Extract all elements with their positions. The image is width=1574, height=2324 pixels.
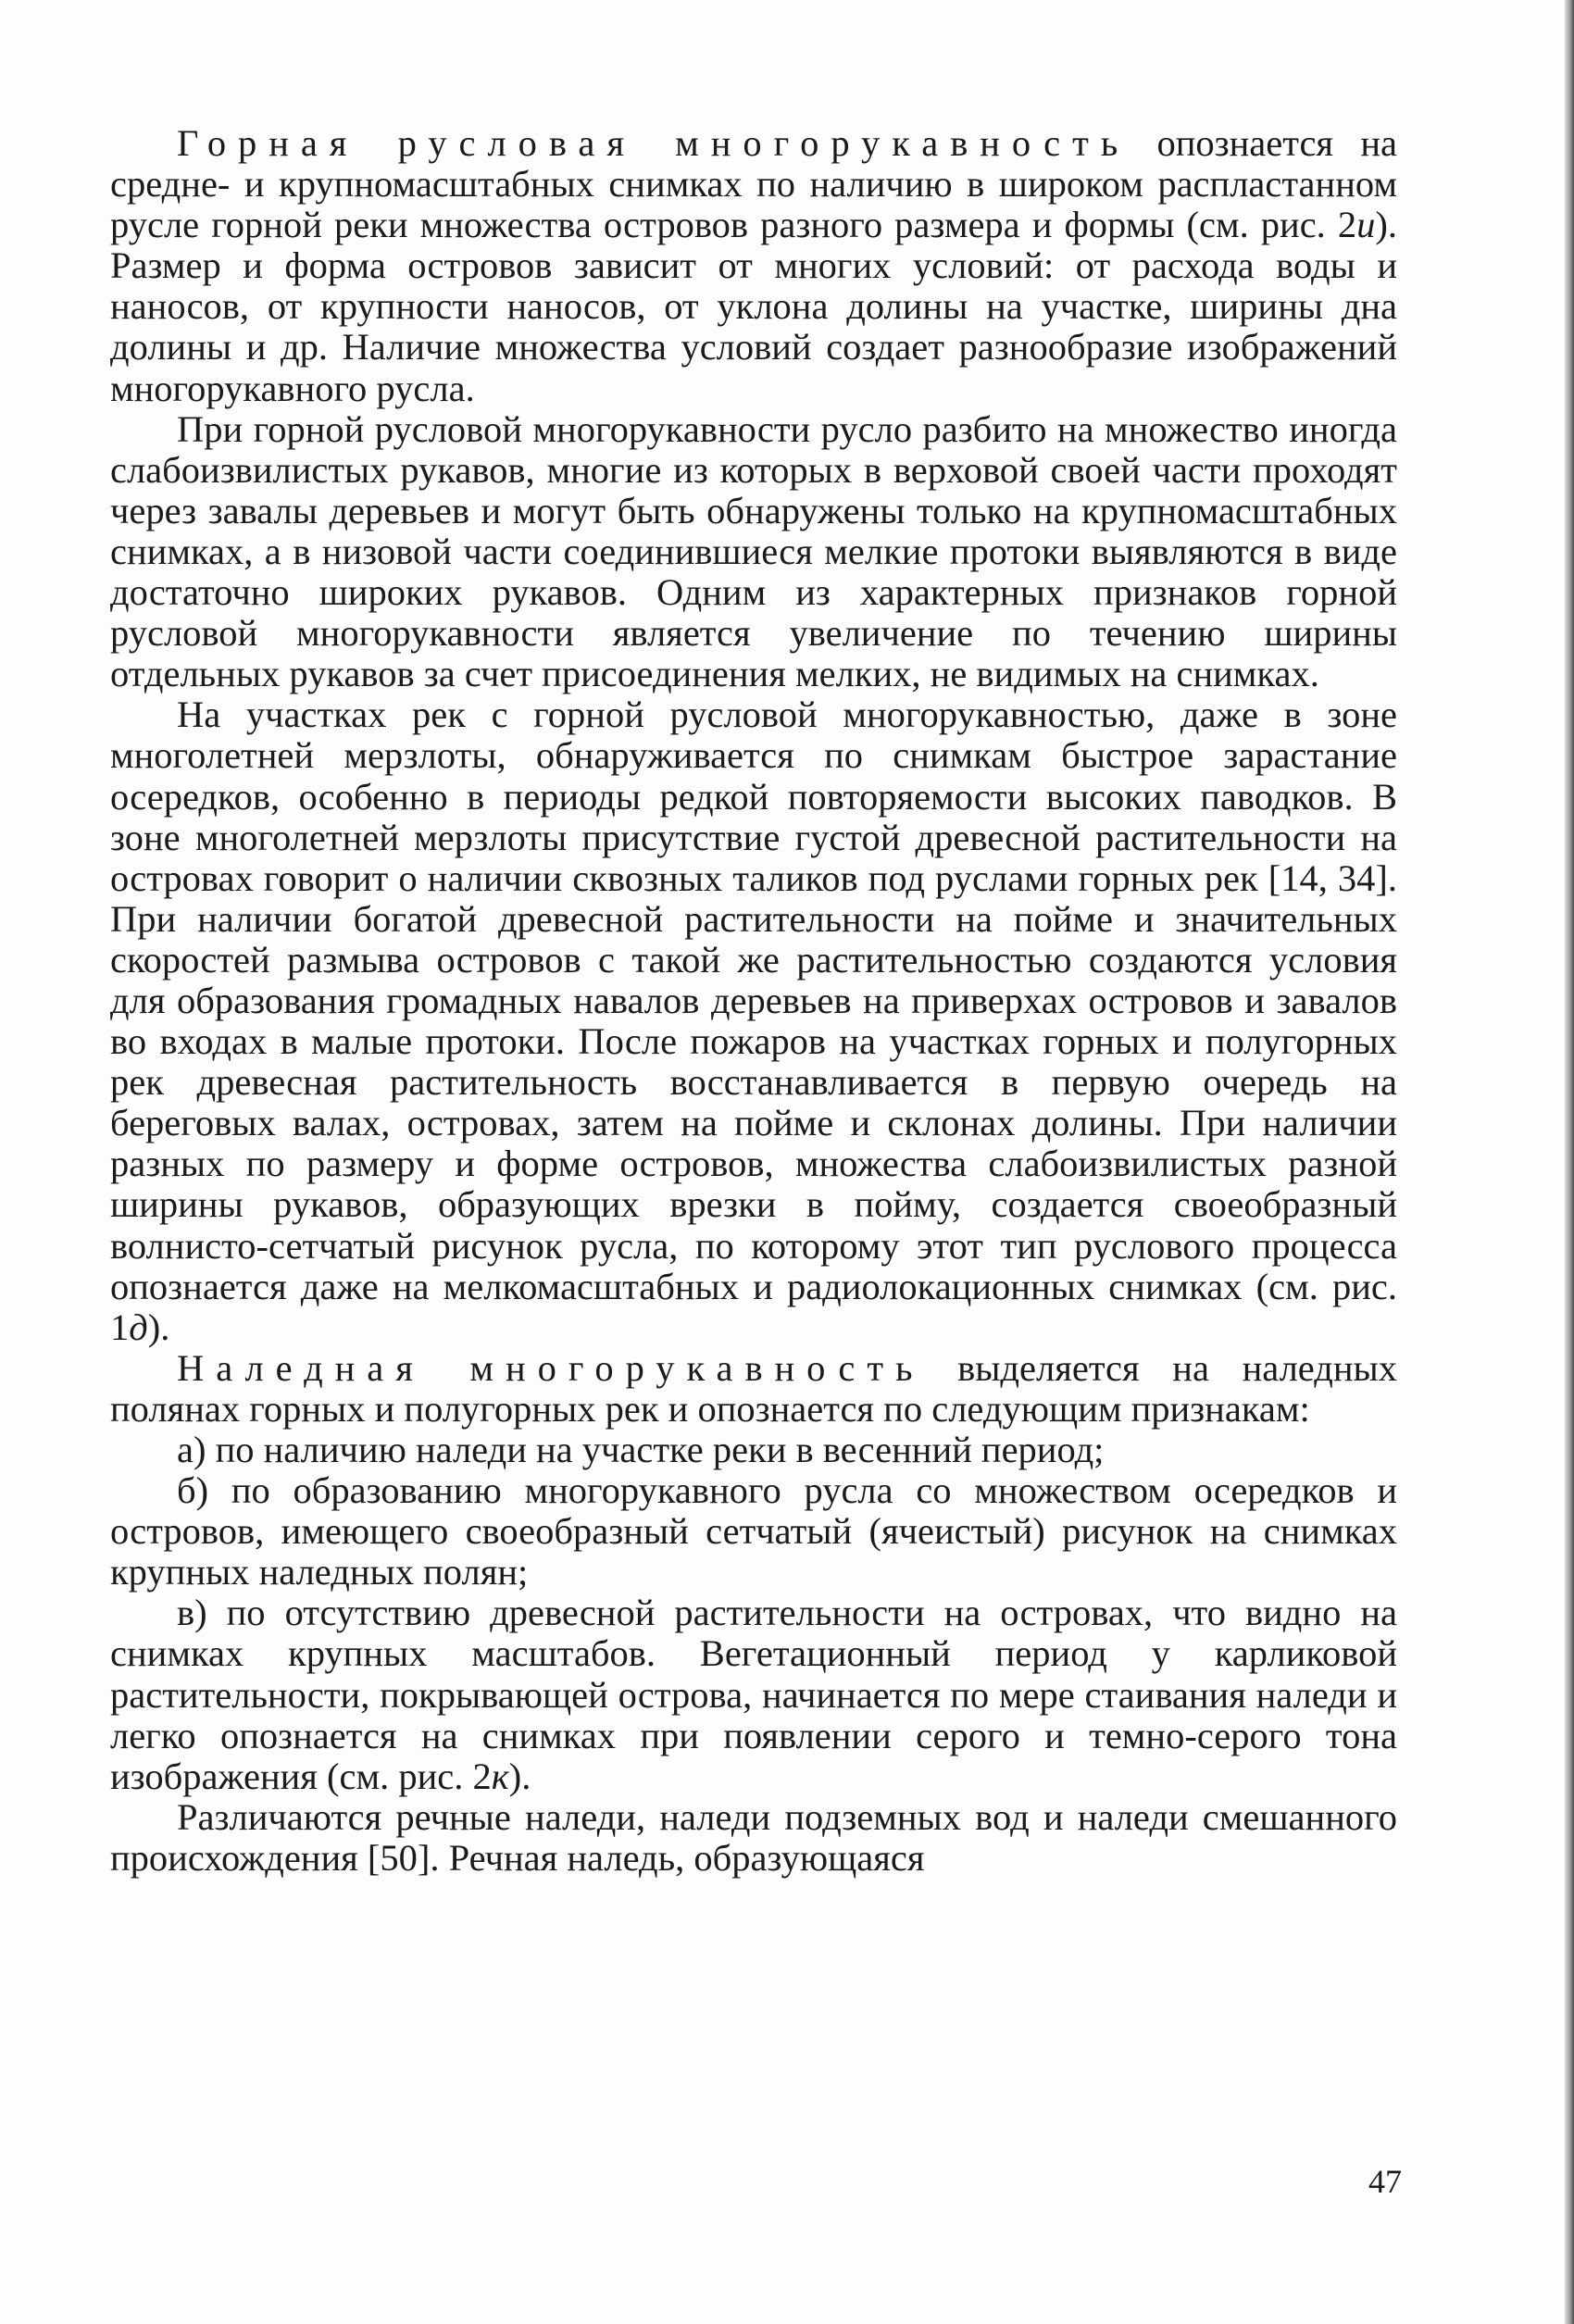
- paragraph-text-tail: ). Размер и форма островов зависит от многих условий: от расхода воды и наносов, от крупности наносов, от уклона долины на участке, ширины дна долины и др. Наличие множества условий создает разнообразие изображений многорукавного русла.: [110, 204, 1397, 409]
- paragraph-text: б) по образованию многорукавного русла со множеством осередков и островов, имеющего своеобразный сетчатый (ячеистый) рисунок на снимках крупных наледных полян;: [110, 1469, 1397, 1593]
- paragraph-text: в) по отсутствию древесной растительности на островах, что видно на снимках крупных масштабов. Вегетационный период у карликовой растительности, покрывающей острова, начинается по мере стаивания наледи и легко опознается на снимках при появлении серого и темно-серого тона изображения (см. рис. 2: [110, 1592, 1397, 1797]
- figure-letter: к: [491, 1755, 509, 1797]
- paragraph-text-tail: ).: [508, 1755, 531, 1797]
- paragraph-text-tail: ).: [147, 1306, 170, 1348]
- list-item-c: [110, 1593, 1397, 1796]
- page-number: 47: [1368, 2163, 1402, 2200]
- paragraph-text: Различаются речные наледи, наледи подземных вод и наледи смешанного происхождения [50]. Речная наледь, образующаяся: [110, 1795, 1397, 1879]
- term-heading: Наледная многорукавность: [177, 1346, 925, 1389]
- body-text: [110, 123, 1397, 1879]
- figure-letter: д: [129, 1306, 148, 1348]
- paragraph-icing-braiding: [110, 1348, 1397, 1430]
- figure-letter: и: [1356, 204, 1376, 246]
- list-item-a: [110, 1430, 1397, 1470]
- paragraph-text: а) по наличию наледи на участке реки в весенний период;: [177, 1429, 1105, 1470]
- paragraph-text: выделяется на наледных полянах горных и полугорных рек и опознается по следующим признакам:: [110, 1346, 1397, 1430]
- paragraph-permafrost: [110, 694, 1397, 1348]
- paragraph-mountain-braiding: [110, 123, 1397, 409]
- term-heading: Горная русловая многорукавность: [177, 122, 1131, 164]
- paragraph-text: опознается на средне- и крупномасштабных снимках по наличию в широком распластанном русле горной реки множества островов разного размера и формы (см. рис. 2: [110, 122, 1397, 246]
- paragraph-channel-split: [110, 409, 1397, 695]
- list-item-b: [110, 1470, 1397, 1593]
- paragraph-icing-types: [110, 1797, 1397, 1879]
- paragraph-text: На участках рек с горной русловой многорукавностью, даже в зоне многолетней мерзлоты, обнаруживается по снимкам быстрое зарастание осередков, особенно в периоды редкой повторяемости высоких паводков. В зоне многолетней мерзлоты присутствие густой древесной растительности на островах говорит о наличии сквозных таликов под руслами горных рек [14, 34]. При наличии богатой древесной растительности на пойме и значительных скоростей размыва островов с такой же растительностью создаются условия для образования громадных навалов деревьев на приверхах островов и завалов во входах в малые протоки. После пожаров на участках горных и полугорных рек древесная растительность восстанавливается в первую очередь на береговых валах, островах, затем на пойме и склонах долины. При наличии разных по размеру и форме островов, множества слабоизвилистых разной ширины рукавов, образующих врезки в пойму, создается своеобразный волнисто-сетчатый рисунок русла, по которому этот тип руслового процесса опознается даже на мелкомасштабных и радиолокационных снимках (см. рис. 1: [110, 693, 1397, 1348]
- paragraph-text: При горной русловой многорукавности русло разбито на множество иногда слабоизвилистых рукавов, многие из которых в верховой своей части проходят через завалы деревьев и могут быть обнаружены только на крупномасштабных снимках, а в низовой части соединившиеся мелкие протоки выявляются в виде достаточно широких рукавов. Одним из характерных признаков горной русловой многорукавности является увеличение по течению ширины отдельных рукавов за счет присоединения мелких, не видимых на снимках.: [110, 407, 1397, 695]
- page-edge-shadow: [1565, 0, 1574, 2324]
